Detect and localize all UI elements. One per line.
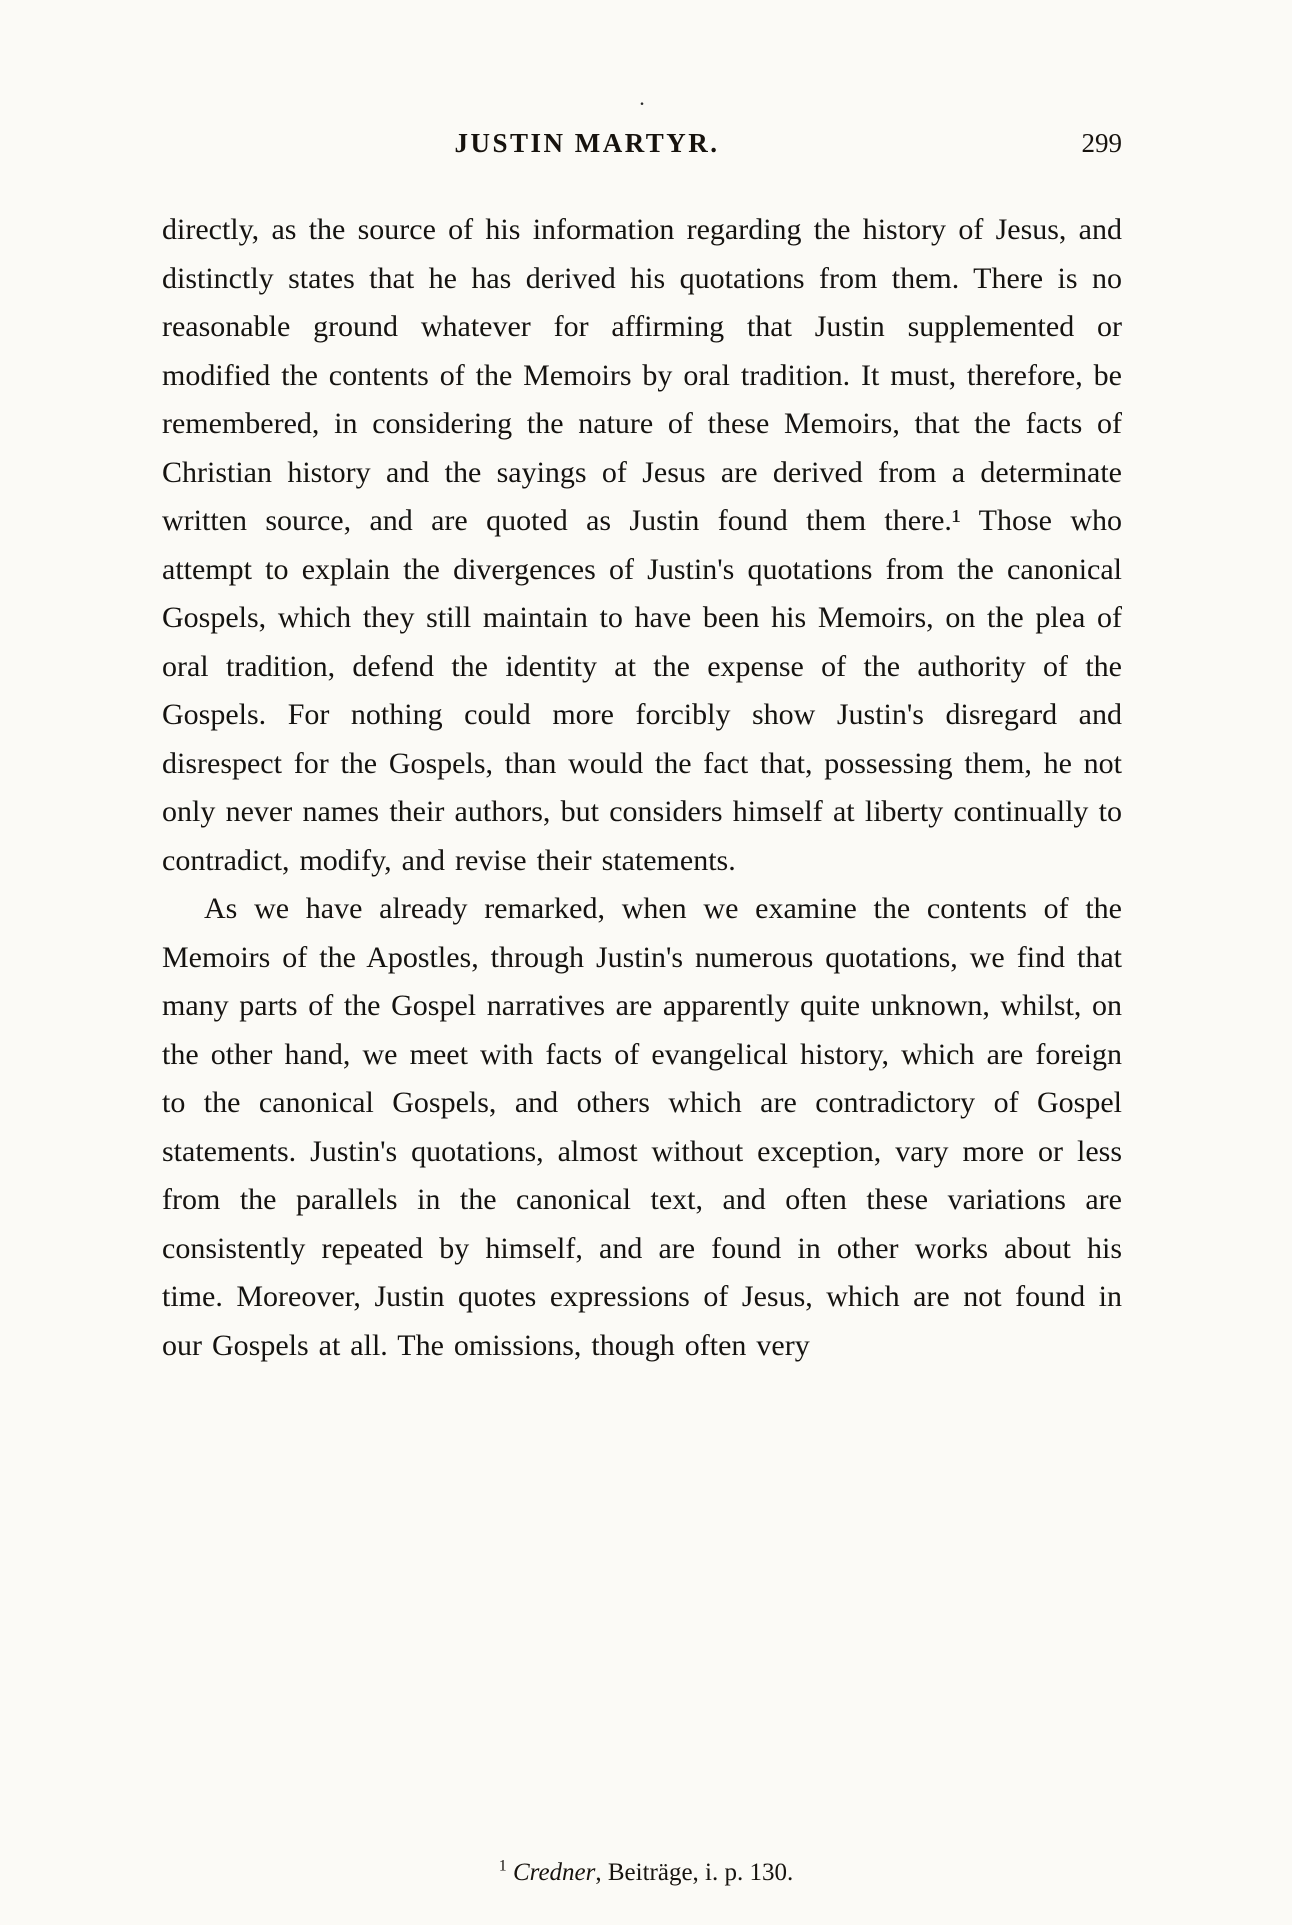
footnote xyxy=(0,1859,1292,1887)
footnote-citation: , Beiträge, i. p. 130. xyxy=(595,1859,794,1886)
text-block xyxy=(162,206,1122,1370)
printers-mark: . xyxy=(639,85,645,110)
paragraph-1: directly, as the source of his information regarding the history of Jesus, and distinctly states that he has derived his quotations from them. There is no reasonable ground whatever for affirming that Justin supplemented or modified the contents of the Memoirs by oral tradition. It must, therefore, be remembered, in considering the nature of these Memoirs, that the facts of Christian history and the sayings of Jesus are derived from a determinate written source, and are quoted as Justin found them there.¹ Those who attempt to explain the divergences of Justin's quotations from the canonical Gospels, which they still maintain to have been his Memoirs, on the plea of oral tradition, defend the identity at the expense of the authority of the Gospels. For nothing could more forcibly show Justin's disregard and disrespect for the Gospels, than would the fact that, possessing them, he not only never names their authors, but considers himself at liberty continually to contradict, modify, and revise their statements. xyxy=(162,213,1122,877)
footnote-author: Credner xyxy=(512,1859,596,1886)
running-head xyxy=(162,128,1122,172)
page-title: JUSTIN MARTYR. xyxy=(454,128,720,158)
footnote-marker: 1 xyxy=(498,1857,507,1875)
paragraph-2: As we have already remarked, when we examine the contents of the Memoirs of the Apostles, through Justin's numerous quotations, we find that many parts of the Gospel narratives are apparently quite unknown, whilst, on the other hand, we meet with facts of evangelical history, which are foreign to the canonical Gospels, and others which are contradictory of Gospel statements. Justin's quotations, almost without exception, vary more or less from the parallels in the canonical text, and often these variations are consistently repeated by himself, and are found in other works about his time. Moreover, Justin quotes expressions of Jesus, which are not found in our Gospels at all. The omissions, though often very xyxy=(162,892,1122,1362)
page-number: 299 xyxy=(1081,128,1122,158)
